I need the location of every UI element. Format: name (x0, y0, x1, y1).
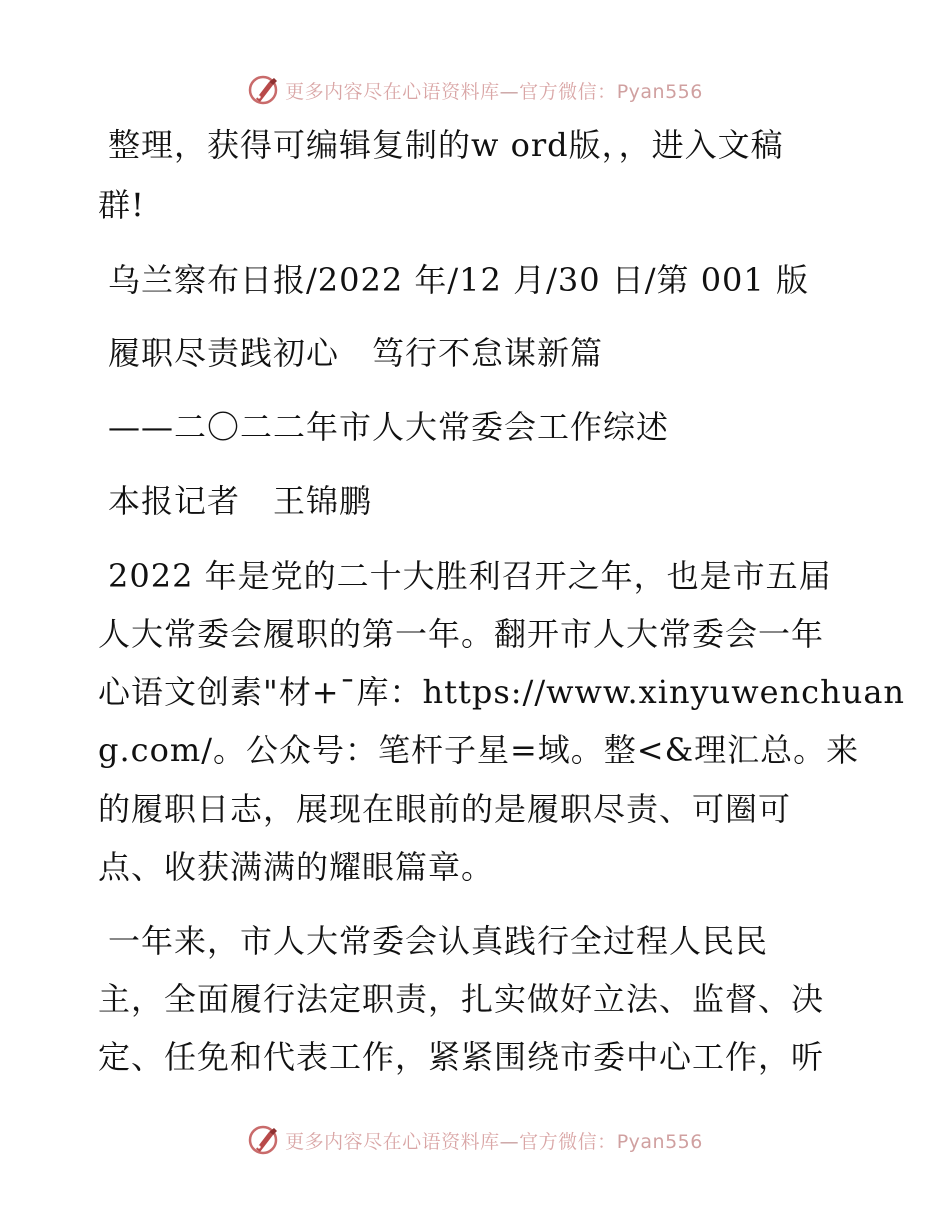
article-subheadline: ——二〇二二年市人大常委会工作综述 (108, 408, 670, 446)
paragraph-line: 心语文创素"材+¯库：https://www.xinyuwenchuan (98, 673, 906, 711)
paragraph-line: 一年来，市人大常委会认真践行全过程人民民 (108, 922, 769, 960)
paragraph-line: 点、收获满满的耀眼篇章。 (98, 848, 495, 886)
article-headline: 履职尽责践初心 笃行不怠谋新篇 (108, 334, 604, 372)
pen-nib-logo-icon (247, 73, 281, 107)
paragraph-line: 人大常委会履职的第一年。翻开市人大常委会一年 (98, 615, 825, 653)
watermark-text: 更多内容尽在心语资料库—官方微信：Pyan556 (285, 80, 703, 103)
paragraph-line: 主，全面履行法定职责，扎实做好立法、监督、决 (98, 980, 825, 1018)
byline: 本报记者 王锦鹏 (108, 482, 373, 520)
paragraph-line: 2022 年是党的二十大胜利召开之年，也是市五届 (108, 557, 832, 595)
source-line: 乌兰察布日报/2022 年/12 月/30 日/第 001 版 (108, 261, 809, 299)
paragraph-line: 的履职日志，展现在眼前的是履职尽责、可圈可 (98, 790, 792, 828)
footer-watermark-banner (0, 1120, 950, 1160)
pen-nib-logo-icon (247, 1123, 281, 1157)
intro-line: 整理，获得可编辑复制的w ord版，，进入文稿 (108, 126, 784, 164)
paragraph-line: 定、任免和代表工作，紧紧围绕市委中心工作，听 (98, 1038, 825, 1076)
watermark-text: 更多内容尽在心语资料库—官方微信：Pyan556 (285, 1130, 703, 1153)
header-watermark-banner (0, 70, 950, 110)
intro-line: 群! (98, 186, 145, 224)
paragraph-line: g.com/。公众号：笔杆子星=域。整<&理汇总。来 (98, 731, 860, 769)
